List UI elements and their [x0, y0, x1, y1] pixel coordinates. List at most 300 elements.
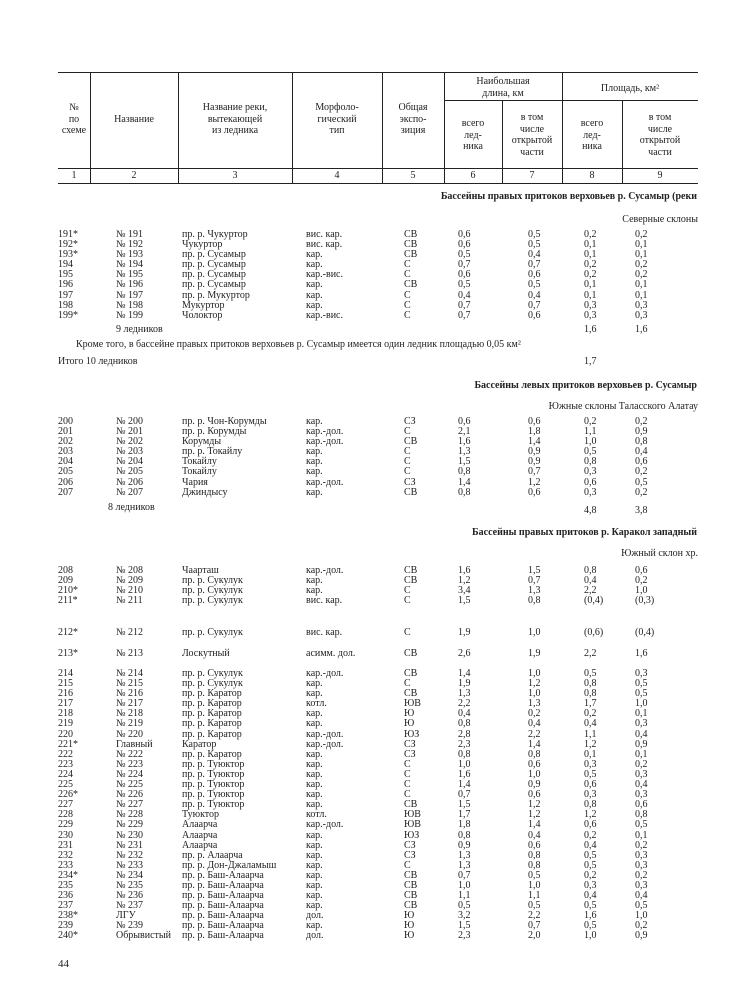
table-cell-col6: 2,2 — [458, 698, 471, 710]
numbers-bottom-rule — [58, 183, 698, 184]
table-cell-col6: 0,9 — [458, 839, 471, 851]
table-cell-col4: кар. — [306, 849, 323, 861]
table-cell-col2: № 200 — [116, 416, 144, 427]
table-cell-col3: Корумды — [182, 436, 222, 448]
table-cell-col5: СВ — [404, 648, 418, 659]
table-cell-col5: СВ — [404, 890, 418, 902]
table-cell-col5: ЮВ — [404, 809, 421, 821]
section-3-rows-b — [0, 669, 752, 942]
table-cell-col7: 1,4 — [528, 819, 541, 831]
header-col9: в том числе открытой части — [639, 112, 681, 158]
table-cell-col3: пр. р. Мукуртор — [182, 289, 250, 301]
table-cell-col2: № 214 — [116, 668, 144, 679]
table-cell-col2: № 210 — [116, 585, 144, 597]
table-cell-col9: 0,2 — [635, 466, 648, 478]
table-cell-col9: 0,2 — [635, 259, 648, 271]
table-cell-col7: 1,1 — [528, 890, 541, 902]
table-cell-col2: № 194 — [116, 259, 144, 271]
table-cell-col9: 0,8 — [635, 809, 648, 821]
table-cell-col2: № 202 — [116, 436, 144, 448]
table-cell-col6: 1,5 — [458, 920, 471, 932]
table-cell-col6: 0,7 — [458, 299, 471, 311]
table-cell-col1: 204 — [58, 456, 73, 468]
colnum-6: 6 — [470, 170, 476, 181]
table-cell-col3: пр. р. Каратор — [182, 728, 242, 740]
table-cell-col7: 0,7 — [528, 466, 541, 478]
section-1-title: Бассейны правых притоков верховьев р. Сусамыр (реки — [440, 191, 697, 202]
table-cell-col8: 0,2 — [584, 829, 597, 841]
table-cell-col4: кар. — [306, 768, 323, 780]
table-cell-col6: 0,7 — [458, 259, 471, 271]
table-cell-col8: 0,6 — [584, 476, 597, 488]
table-cell-col2: № 228 — [116, 809, 144, 821]
table-cell-col1: 212* — [58, 627, 78, 638]
table-cell-col8: 0,5 — [584, 849, 597, 861]
table-row — [0, 649, 752, 659]
table-cell-col9: 0,6 — [635, 456, 648, 468]
table-cell-col3: пр. р. Туюктор — [182, 758, 245, 770]
table-cell-col1: 239 — [58, 920, 73, 932]
section-2-total-open-area: 3,8 — [635, 505, 648, 516]
table-cell-col5: ЮВ — [404, 698, 421, 710]
table-cell-col7: 2,2 — [528, 728, 541, 740]
table-cell-col6: 0,6 — [458, 269, 471, 281]
table-cell-col3: пр. р. Баш-Алаарча — [182, 879, 264, 891]
table-cell-col5: СЗ — [404, 476, 416, 488]
table-cell-col1: 203 — [58, 446, 73, 458]
table-cell-col5: С — [404, 446, 411, 458]
table-cell-col3: пр. р. Алаарча — [182, 849, 243, 861]
table-cell-col9: 0,1 — [635, 708, 648, 720]
table-cell-col8: 0,2 — [584, 259, 597, 271]
header-group-rule — [444, 100, 698, 101]
table-cell-col5: СВ — [404, 799, 418, 811]
table-cell-col8: 0,8 — [584, 565, 597, 576]
table-cell-col2: № 223 — [116, 758, 144, 770]
table-cell-col1: 228 — [58, 809, 73, 821]
table-cell-col9: 0,3 — [635, 299, 648, 311]
table-cell-col9: 0,1 — [635, 748, 648, 760]
table-cell-col9: 0,3 — [635, 849, 648, 861]
table-cell-col1: 221* — [58, 738, 78, 750]
table-cell-col1: 201 — [58, 426, 73, 438]
table-cell-col4: кар.-дол. — [306, 476, 344, 488]
table-cell-col7: 2,2 — [528, 910, 541, 922]
table-cell-col9: 0,5 — [635, 819, 648, 831]
table-cell-col6: 0,4 — [458, 289, 471, 301]
table-row — [0, 311, 752, 321]
table-cell-col3: Токайлу — [182, 466, 217, 478]
table-cell-col4: кар. — [306, 900, 323, 912]
table-cell-col2: № 234 — [116, 869, 144, 881]
table-cell-col9: 0,5 — [635, 900, 648, 912]
table-cell-col1: 232 — [58, 849, 73, 861]
table-cell-col7: 0,6 — [528, 416, 541, 427]
table-cell-col4: кар. — [306, 879, 323, 891]
colnum-4: 4 — [334, 170, 340, 181]
table-cell-col3: Джиндысу — [182, 486, 228, 498]
table-cell-col6: 0,7 — [458, 869, 471, 881]
table-cell-col2: № 232 — [116, 849, 144, 861]
table-cell-col7: 0,6 — [528, 309, 541, 321]
table-cell-col5: СВ — [404, 879, 418, 891]
header-group-length: Наибольшая длина, км — [476, 76, 530, 99]
header-col6: всего лед- ника — [461, 118, 485, 152]
header-col5: Общая экспо- зиция — [398, 102, 428, 136]
table-cell-col6: 1,9 — [458, 678, 471, 690]
table-cell-col5: С — [404, 859, 411, 871]
table-cell-col8: 0,1 — [584, 289, 597, 301]
table-cell-col8: 0,6 — [584, 779, 597, 791]
table-cell-col5: ЮЗ — [404, 728, 420, 740]
table-cell-col3: пр. р. Каратор — [182, 708, 242, 720]
table-cell-col1: 210* — [58, 585, 78, 597]
table-cell-col5: СВ — [404, 565, 418, 576]
table-cell-col7: 0,4 — [528, 829, 541, 841]
table-cell-col4: кар.-дол. — [306, 738, 344, 750]
table-cell-col5: СВ — [404, 229, 418, 240]
table-cell-col8: 0,5 — [584, 920, 597, 932]
header-col3: Название реки, вытекающей из ледника — [202, 102, 268, 136]
table-cell-col4: дол. — [306, 930, 324, 942]
table-cell-col6: 1,6 — [458, 768, 471, 780]
table-cell-col2: № 196 — [116, 279, 144, 291]
table-cell-col5: С — [404, 259, 411, 271]
table-cell-col6: 0,8 — [458, 829, 471, 841]
table-cell-col2: № 215 — [116, 678, 144, 690]
table-cell-col7: 1,2 — [528, 799, 541, 811]
table-cell-col4: кар. — [306, 799, 323, 811]
table-cell-col9: 0,4 — [635, 890, 648, 902]
table-cell-col5: СЗ — [404, 416, 416, 427]
table-cell-col8: 1,0 — [584, 436, 597, 448]
table-cell-col9: 0,2 — [635, 758, 648, 770]
table-cell-col3: пр. р. Чон-Корумды — [182, 416, 267, 427]
table-cell-col2: № 231 — [116, 839, 144, 851]
table-cell-col9: 1,0 — [635, 698, 648, 710]
table-cell-col7: 0,7 — [528, 299, 541, 311]
table-cell-col7: 1,3 — [528, 698, 541, 710]
table-cell-col2: № 218 — [116, 708, 144, 720]
table-cell-col6: 2,3 — [458, 930, 471, 942]
table-cell-col8: 0,8 — [584, 456, 597, 468]
table-cell-col9: 0,6 — [635, 799, 648, 811]
table-cell-col6: 1,3 — [458, 688, 471, 700]
table-cell-col2: Главный — [116, 738, 153, 750]
table-cell-col4: кар.-дол. — [306, 436, 344, 448]
table-cell-col2: № 236 — [116, 890, 144, 902]
table-cell-col8: 0,5 — [584, 859, 597, 871]
table-cell-col3: Каратор — [182, 738, 217, 750]
table-cell-col3: пр. р. Сусамыр — [182, 259, 246, 271]
table-cell-col5: С — [404, 768, 411, 780]
table-cell-col9: 0,3 — [635, 789, 648, 801]
table-cell-col5: Ю — [404, 920, 415, 932]
table-cell-col8: (0,4) — [584, 595, 604, 607]
table-cell-col8: 0,8 — [584, 799, 597, 811]
table-cell-col5: С — [404, 627, 411, 638]
table-cell-col3: пр. р. Сукулук — [182, 595, 243, 607]
table-cell-col2: № 237 — [116, 900, 144, 912]
table-cell-col6: 0,6 — [458, 239, 471, 251]
table-cell-col4: кар. — [306, 869, 323, 881]
table-cell-col8: 0,6 — [584, 819, 597, 831]
section-2-title: Бассейны левых притоков верховьев р. Сусамыр — [474, 380, 697, 391]
table-cell-col9: 0,5 — [635, 678, 648, 690]
table-cell-col8: 0,4 — [584, 890, 597, 902]
table-cell-col8: 0,3 — [584, 758, 597, 770]
table-cell-col1: 225 — [58, 779, 73, 791]
header-col7: в том числе открытой части — [511, 112, 553, 158]
table-cell-col3: Чаарташ — [182, 565, 219, 576]
table-cell-col8: 0,5 — [584, 446, 597, 458]
colnum-1: 1 — [71, 170, 77, 181]
section-1-grand-total-area: 1,7 — [584, 356, 597, 367]
table-cell-col6: 1,1 — [458, 890, 471, 902]
section-1-total-open-area: 1,6 — [635, 324, 648, 335]
section-1-subtitle: Северные склоны — [622, 214, 698, 225]
table-cell-col7: 0,6 — [528, 269, 541, 281]
table-cell-col3: пр. р. Туюктор — [182, 789, 245, 801]
table-cell-col1: 214 — [58, 668, 73, 679]
table-cell-col5: С — [404, 426, 411, 438]
table-cell-col2: № 192 — [116, 239, 144, 251]
table-cell-col8: 0,2 — [584, 708, 597, 720]
table-cell-col9: 0,3 — [635, 309, 648, 321]
table-cell-col4: котл. — [306, 698, 327, 710]
table-cell-col9: 0,5 — [635, 476, 648, 488]
table-cell-col7: 1,4 — [528, 436, 541, 448]
table-cell-col6: 0,7 — [458, 789, 471, 801]
table-cell-col2: № 208 — [116, 565, 144, 576]
table-cell-col7: 0,5 — [528, 279, 541, 291]
table-cell-col4: вис. кар. — [306, 229, 343, 240]
table-cell-col7: 0,5 — [528, 900, 541, 912]
table-cell-col7: 0,2 — [528, 708, 541, 720]
table-cell-col6: 0,8 — [458, 466, 471, 478]
table-cell-col3: пр. р. Сусамыр — [182, 249, 246, 261]
table-cell-col6: 1,6 — [458, 565, 471, 576]
table-cell-col7: 1,4 — [528, 738, 541, 750]
table-cell-col8: 2,2 — [584, 648, 597, 659]
table-cell-col1: 226* — [58, 789, 78, 801]
table-cell-col4: кар.-дол. — [306, 819, 344, 831]
table-cell-col3: пр. р. Чукуртор — [182, 229, 248, 240]
table-cell-col2: № 201 — [116, 426, 144, 438]
table-cell-col7: 0,9 — [528, 456, 541, 468]
table-cell-col5: СВ — [404, 575, 418, 587]
table-cell-col5: Ю — [404, 930, 415, 942]
table-cell-col4: кар. — [306, 708, 323, 720]
table-cell-col8: 0,4 — [584, 718, 597, 730]
table-cell-col3: пр. р. Баш-Алаарча — [182, 910, 264, 922]
table-cell-col7: 0,8 — [528, 748, 541, 760]
table-cell-col1: 219 — [58, 718, 73, 730]
table-cell-col5: С — [404, 309, 411, 321]
table-cell-col4: кар. — [306, 678, 323, 690]
section-2-total-area: 4,8 — [584, 505, 597, 516]
table-cell-col8: 0,3 — [584, 789, 597, 801]
table-cell-col9: (0,3) — [635, 595, 655, 607]
table-cell-col5: СВ — [404, 869, 418, 881]
table-cell-col3: пр. р. Дон-Джаламыш — [182, 859, 277, 871]
table-cell-col5: С — [404, 466, 411, 478]
table-cell-col2: № 191 — [116, 229, 144, 240]
table-cell-col9: (0,4) — [635, 627, 655, 638]
table-cell-col6: 0,8 — [458, 748, 471, 760]
table-cell-col5: С — [404, 585, 411, 597]
table-cell-col3: Чукуртор — [182, 239, 223, 251]
section-1-note: Кроме того, в бассейне правых притоков верховьев р. Сусамыр имеется один ледник площадью 0,05 км² — [76, 339, 521, 350]
table-cell-col2: № 193 — [116, 249, 144, 261]
table-cell-col5: С — [404, 758, 411, 770]
table-row — [0, 931, 752, 941]
table-cell-col7: 0,4 — [528, 289, 541, 301]
table-cell-col4: кар.-дол. — [306, 426, 344, 438]
table-cell-col1: 235 — [58, 879, 73, 891]
table-cell-col3: пр. р. Баш-Алаарча — [182, 890, 264, 902]
table-cell-col6: 1,5 — [458, 595, 471, 607]
table-cell-col3: пр. р. Сусамыр — [182, 279, 246, 291]
section-3-row-212 — [0, 628, 752, 638]
table-cell-col5: СВ — [404, 279, 418, 291]
table-cell-col5: Ю — [404, 708, 415, 720]
table-cell-col1: 197 — [58, 289, 73, 301]
table-cell-col8: 1,2 — [584, 738, 597, 750]
table-cell-col8: 0,5 — [584, 768, 597, 780]
table-cell-col4: асимм. дол. — [306, 648, 356, 659]
table-cell-col4: кар. — [306, 789, 323, 801]
table-cell-col3: пр. р. Туюктор — [182, 799, 245, 811]
table-cell-col9: 0,2 — [635, 486, 648, 498]
table-cell-col9: 0,4 — [635, 779, 648, 791]
table-cell-col6: 1,0 — [458, 879, 471, 891]
table-cell-col8: 0,8 — [584, 678, 597, 690]
table-cell-col8: 0,1 — [584, 279, 597, 291]
table-cell-col6: 2,3 — [458, 738, 471, 750]
table-cell-col8: 1,0 — [584, 930, 597, 942]
table-cell-col7: 1,9 — [528, 648, 541, 659]
table-cell-col3: пр. р. Туюктор — [182, 779, 245, 791]
table-cell-col9: 0,9 — [635, 738, 648, 750]
table-cell-col2: № 198 — [116, 299, 144, 311]
table-cell-col3: Туюктор — [182, 809, 220, 821]
colnum-3: 3 — [232, 170, 238, 181]
table-cell-col6: 2,1 — [458, 426, 471, 438]
table-cell-col1: 217 — [58, 698, 73, 710]
table-cell-col3: Алаарча — [182, 819, 218, 831]
table-cell-col2: № 224 — [116, 768, 144, 780]
table-cell-col7: 0,7 — [528, 575, 541, 587]
section-3-rows-a — [0, 566, 752, 606]
table-cell-col5: СВ — [404, 436, 418, 448]
table-cell-col6: 1,5 — [458, 456, 471, 468]
table-cell-col9: 1,6 — [635, 648, 648, 659]
table-cell-col1: 207 — [58, 486, 73, 498]
table-cell-col6: 0,4 — [458, 708, 471, 720]
table-cell-col5: Ю — [404, 910, 415, 922]
table-cell-col4: вис. кар. — [306, 595, 343, 607]
table-cell-col7: 0,9 — [528, 446, 541, 458]
table-cell-col4: кар. — [306, 688, 323, 700]
table-cell-col8: 1,1 — [584, 728, 597, 740]
table-row — [0, 820, 752, 830]
table-cell-col2: № 195 — [116, 269, 144, 281]
section-2-total-label: 8 ледников — [108, 502, 155, 513]
colnum-5: 5 — [410, 170, 416, 181]
table-cell-col7: 0,4 — [528, 718, 541, 730]
table-cell-col7: 0,8 — [528, 595, 541, 607]
table-cell-col9: 0,3 — [635, 718, 648, 730]
table-cell-col8: 0,3 — [584, 466, 597, 478]
table-cell-col7: 1,0 — [528, 627, 541, 638]
table-cell-col9: 0,3 — [635, 879, 648, 891]
table-cell-col6: 0,5 — [458, 249, 471, 261]
section-3-title: Бассейны правых притоков р. Каракол западный — [472, 527, 697, 538]
table-cell-col1: 200 — [58, 416, 73, 427]
table-cell-col1: 220 — [58, 728, 73, 740]
table-cell-col7: 1,2 — [528, 476, 541, 488]
table-cell-col8: 0,4 — [584, 839, 597, 851]
section-1-total-label: 9 ледников — [116, 324, 163, 335]
table-cell-col2: № 225 — [116, 779, 144, 791]
table-cell-col9: 0,2 — [635, 229, 648, 240]
table-cell-col7: 0,9 — [528, 779, 541, 791]
table-cell-col1: 231 — [58, 839, 73, 851]
table-cell-col3: пр. р. Туюктор — [182, 768, 245, 780]
section-3-row-213 — [0, 649, 752, 659]
table-cell-col8: (0,6) — [584, 627, 604, 638]
table-cell-col6: 1,5 — [458, 799, 471, 811]
table-cell-col1: 211* — [58, 595, 78, 607]
table-cell-col7: 0,8 — [528, 849, 541, 861]
table-cell-col1: 209 — [58, 575, 73, 587]
table-cell-col4: кар.-вис. — [306, 309, 343, 321]
table-cell-col5: СЗ — [404, 748, 416, 760]
table-cell-col9: 0,4 — [635, 446, 648, 458]
table-cell-col4: кар. — [306, 859, 323, 871]
table-cell-col1: 224 — [58, 768, 73, 780]
table-cell-col2: Обрывистый — [116, 930, 171, 942]
table-cell-col6: 3,4 — [458, 585, 471, 597]
table-cell-col6: 3,2 — [458, 910, 471, 922]
table-cell-col1: 193* — [58, 249, 78, 261]
table-cell-col1: 202 — [58, 436, 73, 448]
table-cell-col8: 0,3 — [584, 299, 597, 311]
table-cell-col1: 195 — [58, 269, 73, 281]
table-cell-col9: 0,4 — [635, 728, 648, 740]
table-cell-col6: 1,0 — [458, 758, 471, 770]
table-cell-col1: 223 — [58, 758, 73, 770]
table-cell-col1: 198 — [58, 299, 73, 311]
table-cell-col5: СВ — [404, 486, 418, 498]
table-cell-col2: № 197 — [116, 289, 144, 301]
table-cell-col5: СВ — [404, 688, 418, 700]
header-col2: Название — [114, 114, 154, 125]
table-cell-col5: СВ — [404, 239, 418, 251]
table-cell-col7: 1,0 — [528, 879, 541, 891]
table-cell-col1: 191* — [58, 229, 78, 240]
table-cell-col2: № 230 — [116, 829, 144, 841]
table-row — [0, 596, 752, 606]
table-cell-col3: пр. р. Сукулук — [182, 585, 243, 597]
table-cell-col9: 0,6 — [635, 565, 648, 576]
table-cell-col9: 1,0 — [635, 910, 648, 922]
table-cell-col7: 0,4 — [528, 249, 541, 261]
table-cell-col4: вис. кар. — [306, 627, 343, 638]
table-cell-col1: 229 — [58, 819, 73, 831]
table-cell-col4: кар. — [306, 299, 323, 311]
